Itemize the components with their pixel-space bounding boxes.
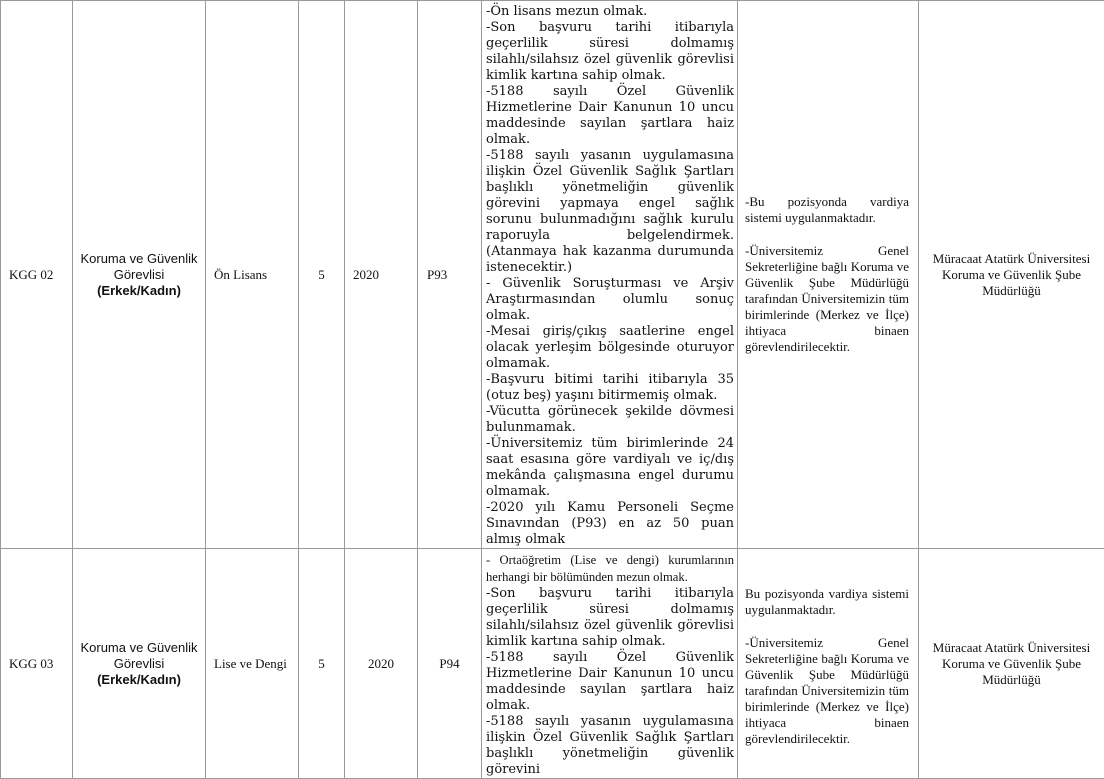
requirement-item: -2020 yılı Kamu Personeli Seçme Sınavından (P93) en az 50 puan almış olmak <box>486 500 734 548</box>
note-item: -Bu pozisyonda vardiya sistemi uygulanmaktadır. <box>745 194 909 226</box>
position-title: Koruma ve Güvenlik Görevlisi <box>80 251 197 282</box>
notes-cell <box>738 1 919 549</box>
requirement-item: -Ön lisans mezun olmak. <box>486 4 734 20</box>
requirement-item: -Vücutta görünecek şekilde dövmesi bulunmamak. <box>486 404 734 436</box>
application-info: Müracaat Atatürk Üniversitesi Koruma ve Güvenlik Şube Müdürlüğü <box>919 1 1104 549</box>
education-level: Ön Lisans <box>206 1 299 549</box>
position-gender: (Erkek/Kadın) <box>77 283 201 299</box>
score-type: P94 <box>418 549 482 779</box>
exam-year: 2020 <box>345 1 418 549</box>
position-title: Koruma ve Güvenlik Görevlisi <box>80 640 197 671</box>
requirement-item: - Güvenlik Soruşturması ve Arşiv Araştırmasından olumlu sonuç olmak. <box>486 276 734 324</box>
requirement-item: -5188 sayılı Özel Güvenlik Hizmetlerine Dair Kanunun 10 uncu maddesinde sayılan şartlara haiz olmak. <box>486 84 734 148</box>
table-row <box>1 549 1104 779</box>
note-item: Bu pozisyonda vardiya sistemi uygulanmaktadır. <box>745 586 909 618</box>
position-title-cell <box>73 1 206 549</box>
requirement-item: -Son başvuru tarihi itibarıyla geçerlilik süresi dolmamış silahlı/silahsız özel güvenlik görevlisi kimlik kartına sahip olmak. <box>486 20 734 84</box>
notes-cell <box>738 549 919 779</box>
requirement-item: - Ortaöğretim (Lise ve dengi) kurumlarının herhangi bir bölümünden mezun olmak. <box>486 552 734 586</box>
requirement-item: -Başvuru bitimi tarihi itibarıyla 35 (otuz beş) yaşını bitirmemiş olmak. <box>486 372 734 404</box>
requirement-item: -5188 sayılı Özel Güvenlik Hizmetlerine Dair Kanunun 10 uncu maddesinde sayılan şartlara haiz olmak. <box>486 650 734 714</box>
requirement-item: -5188 sayılı yasanın uygulamasına ilişkin Özel Güvenlik Sağlık Şartları başlıklı yönetmeliğin güvenlik görevini yapmaya engel sağlık sorunu bulunmadığını sağlık kurulu raporuyla belgelendirmek. (Atanmaya hak kazanma durumunda istenecektir.) <box>486 148 734 276</box>
position-title-cell <box>73 549 206 779</box>
position-code: KGG 03 <box>1 549 73 779</box>
requirement-item: -Mesai giriş/çıkış saatlerine engel olacak yerleşim bölgesinde oturuyor olmamak. <box>486 324 734 372</box>
position-count: 5 <box>299 1 345 549</box>
requirement-item: -Son başvuru tarihi itibarıyla geçerlilik süresi dolmamış silahlı/silahsız özel güvenlik görevlisi kimlik kartına sahip olmak. <box>486 586 734 650</box>
score-type: P93 <box>418 1 482 549</box>
exam-year: 2020 <box>345 549 418 779</box>
position-code: KGG 02 <box>1 1 73 549</box>
requirements-cell <box>482 549 738 779</box>
requirements-cell <box>482 1 738 549</box>
position-gender: (Erkek/Kadın) <box>77 672 201 688</box>
application-info: Müracaat Atatürk Üniversitesi Koruma ve Güvenlik Şube Müdürlüğü <box>919 549 1104 779</box>
requirement-item: -Üniversitemiz tüm birimlerinde 24 saat esasına göre vardiyalı ve iç/dış mekânda çalışmasına engel durumu olmamak. <box>486 436 734 500</box>
education-level: Lise ve Dengi <box>206 549 299 779</box>
table-row <box>1 1 1104 549</box>
note-item: -Üniversitemiz Genel Sekreterliğine bağlı Koruma ve Güvenlik Şube Müdürlüğü tarafından Üniversitemizin tüm birimlerinde (Merkez ve İlçe) ihtiyaca binaen görevlendirilecektir. <box>745 635 909 747</box>
requirement-item: -5188 sayılı yasanın uygulamasına ilişkin Özel Güvenlik Sağlık Şartları başlıklı yönetmeliğin güvenlik görevini <box>486 714 734 778</box>
note-item: -Üniversitemiz Genel Sekreterliğine bağlı Koruma ve Güvenlik Şube Müdürlüğü tarafından Üniversitemizin tüm birimlerinde (Merkez ve İlçe) ihtiyaca binaen görevlendirilecektir. <box>745 243 909 355</box>
position-count: 5 <box>299 549 345 779</box>
